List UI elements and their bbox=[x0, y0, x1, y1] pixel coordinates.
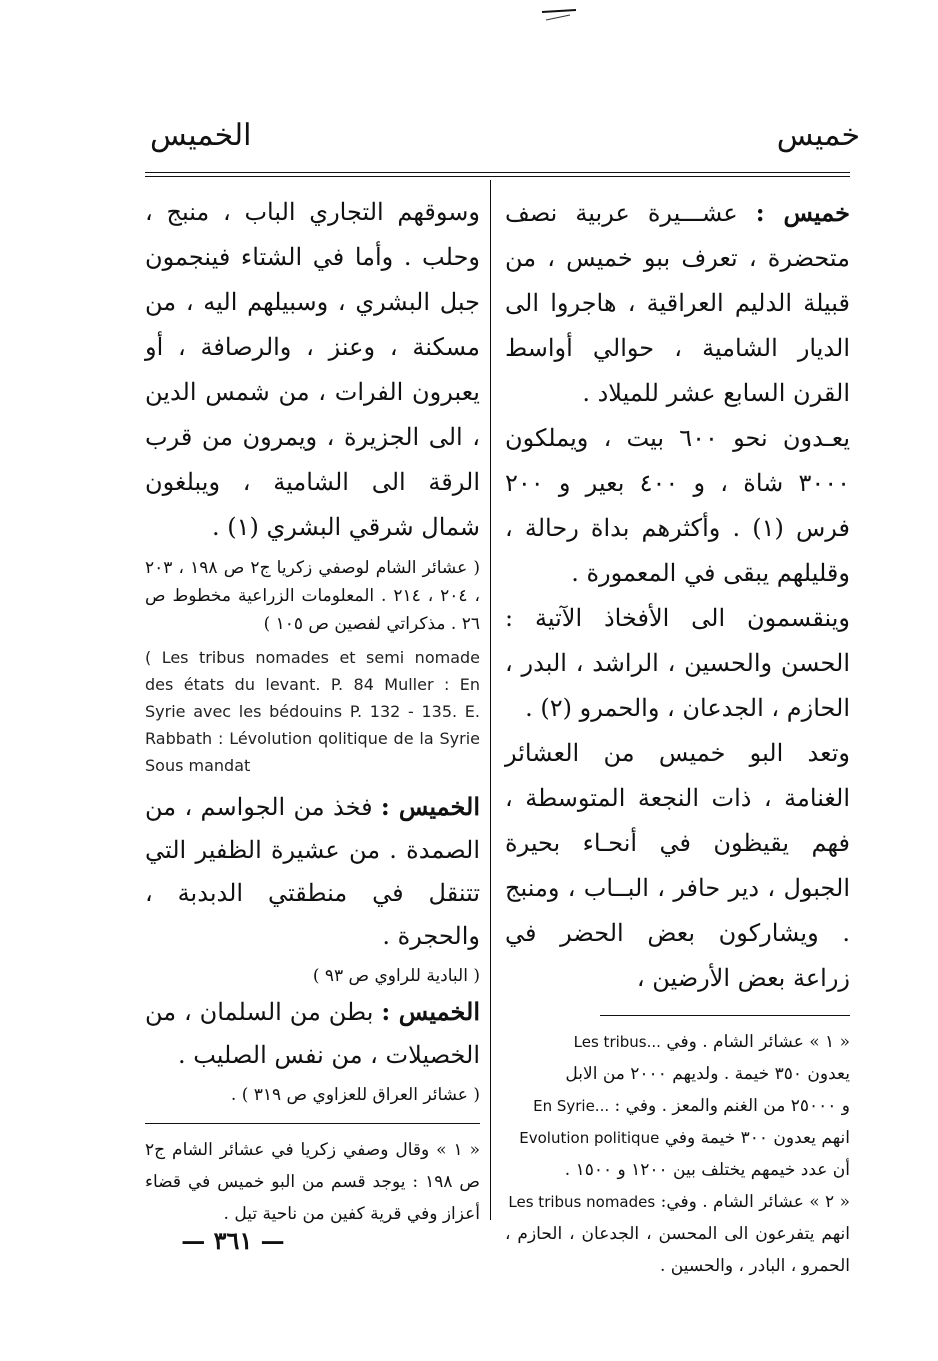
right-column bbox=[505, 190, 850, 1282]
footnotes bbox=[505, 1026, 850, 1282]
entry-alkhamis-1 bbox=[145, 785, 480, 958]
footnote-line: « ١ » عشائر الشام . وفي Les tribus... bbox=[573, 1032, 850, 1052]
entry-text: فخذ من الجواسم ، من الصمدة . من عشيرة الظفير التي تتنقل في منطقتي الدبدبة ، والحجرة . bbox=[145, 793, 480, 950]
citation-arabic: ( عشائر الشام لوصفي زكريا ج٢ ص ١٩٨ ، ٢٠٣ ، ٢٠٤ ، ٢١٤ . المعلومات الزراعية مخطوط ص ٢٦ . مذكراتي لفصين ص ١٠٥ ) bbox=[145, 558, 480, 634]
entry-term: خميس : bbox=[755, 198, 850, 227]
header-rule bbox=[145, 172, 850, 173]
footnote-rule bbox=[600, 1015, 850, 1016]
entry-khamis bbox=[505, 190, 850, 416]
footnote-left: « ١ » وقال وصفي زكريا في عشائر الشام ج٢ ص ١٩٨ : يوجد قسم من البو خميس في قضاء أعزاز وفي قرية كفين من ناحية تيل . bbox=[145, 1140, 480, 1224]
footnote-line: أن عدد خيمهم يختلف بين ١٢٠٠ و ١٥٠٠ . bbox=[564, 1160, 850, 1180]
citation-badia: ( البادية للراوي ص ٩٣ ) bbox=[312, 966, 480, 986]
footnote-rule bbox=[145, 1123, 480, 1124]
paragraph-migration: وتعد البو خميس من العشائر الغنامة ، ذات النجعة المتوسطة ، فهم يقيظون في أنحـاء بحيرة الجبول ، دير حافر ، البــاب ، ومنبج . ويشاركون بعض الحضر في زراعة بعض الأرضين ، bbox=[505, 739, 850, 992]
entry-text: بطن من السلمان ، من الخصيلات ، من نفس الصليب . bbox=[145, 998, 480, 1069]
running-head-left: الخميس bbox=[150, 118, 252, 153]
entry-alkhamis-2 bbox=[145, 990, 480, 1077]
paragraph-counts: يعـدون نحو ٦٠٠ بيت ، ويملكون ٣٠٠٠ شاة ، و ٤٠٠ بعير و ٢٠٠ فرس (١) . وأكثرهم بداة رحالة ، وقليلهم يبقى في المعمورة . bbox=[505, 424, 851, 587]
column-divider bbox=[490, 180, 491, 1220]
citation-iraq: ( عشائر العراق للعزاوي ص ٣١٩ ) . bbox=[230, 1085, 480, 1105]
page-number: — ٣٦١ — bbox=[181, 1226, 285, 1255]
footnote-line: انهم يعدون ٣٠٠ خيمة وفي Evolution politique bbox=[519, 1128, 850, 1148]
header-rule-thin bbox=[145, 176, 850, 177]
left-column bbox=[145, 190, 480, 1230]
entry-text: عشـــيرة عربية نصف متحضرة ، تعرف ببو خميس ، من قبيلة الدليم العراقية ، هاجروا الى الديار الشامية ، حوالي أواسط القرن السابع عشر للميلاد . bbox=[505, 199, 850, 407]
citation-latin: ( Les tribus nomades et semi nomade des états du levant. P. 84 Muller : En Syrie avec les bédouins P. 132 - 135. E. Rabbath : Lévolution qolitique de la Syrie Sous mandat bbox=[145, 648, 480, 775]
entry-term: الخميس : bbox=[381, 997, 480, 1026]
footnote-line: يعدون ٣٥٠ خيمة . ولديهم ٢٠٠٠ من الابل bbox=[565, 1064, 850, 1084]
footnote-line: انهم يتفرعون الى المحسن ، الجدعان ، الحازم ، الحمرو ، البادر ، والحسين . bbox=[505, 1224, 850, 1276]
print-mark bbox=[540, 8, 580, 22]
footnote-line: « ٢ » عشائر الشام . وفي: Les tribus nomades bbox=[508, 1192, 850, 1212]
running-head-right: خميس bbox=[776, 118, 860, 153]
footnote-line: و ٢٥٠٠٠ من الغنم والمعز . وفي : En Syrie... bbox=[533, 1096, 850, 1116]
entry-term: الخميس : bbox=[380, 792, 481, 821]
paragraph-winter: وسوقهم التجاري الباب ، منبج ، وحلب . وأما في الشتاء فينجمون جبل البشري ، وسبيلهم اليه ، من مسكنة ، وعنز ، والرصافة ، أو يعبرون الفرات ، من شمس الدين ، الى الجزيرة ، ويمرون من قرب الرقة الى الشامية ، ويبلغون شمال شرقي البشري (١) . bbox=[145, 198, 480, 541]
paragraph-branches: وينقسمون الى الأفخاذ الآتية : الحسن والحسين ، الراشد ، البدر ، الحازم ، الجدعان ، والحمرو (٢) . bbox=[505, 604, 850, 722]
